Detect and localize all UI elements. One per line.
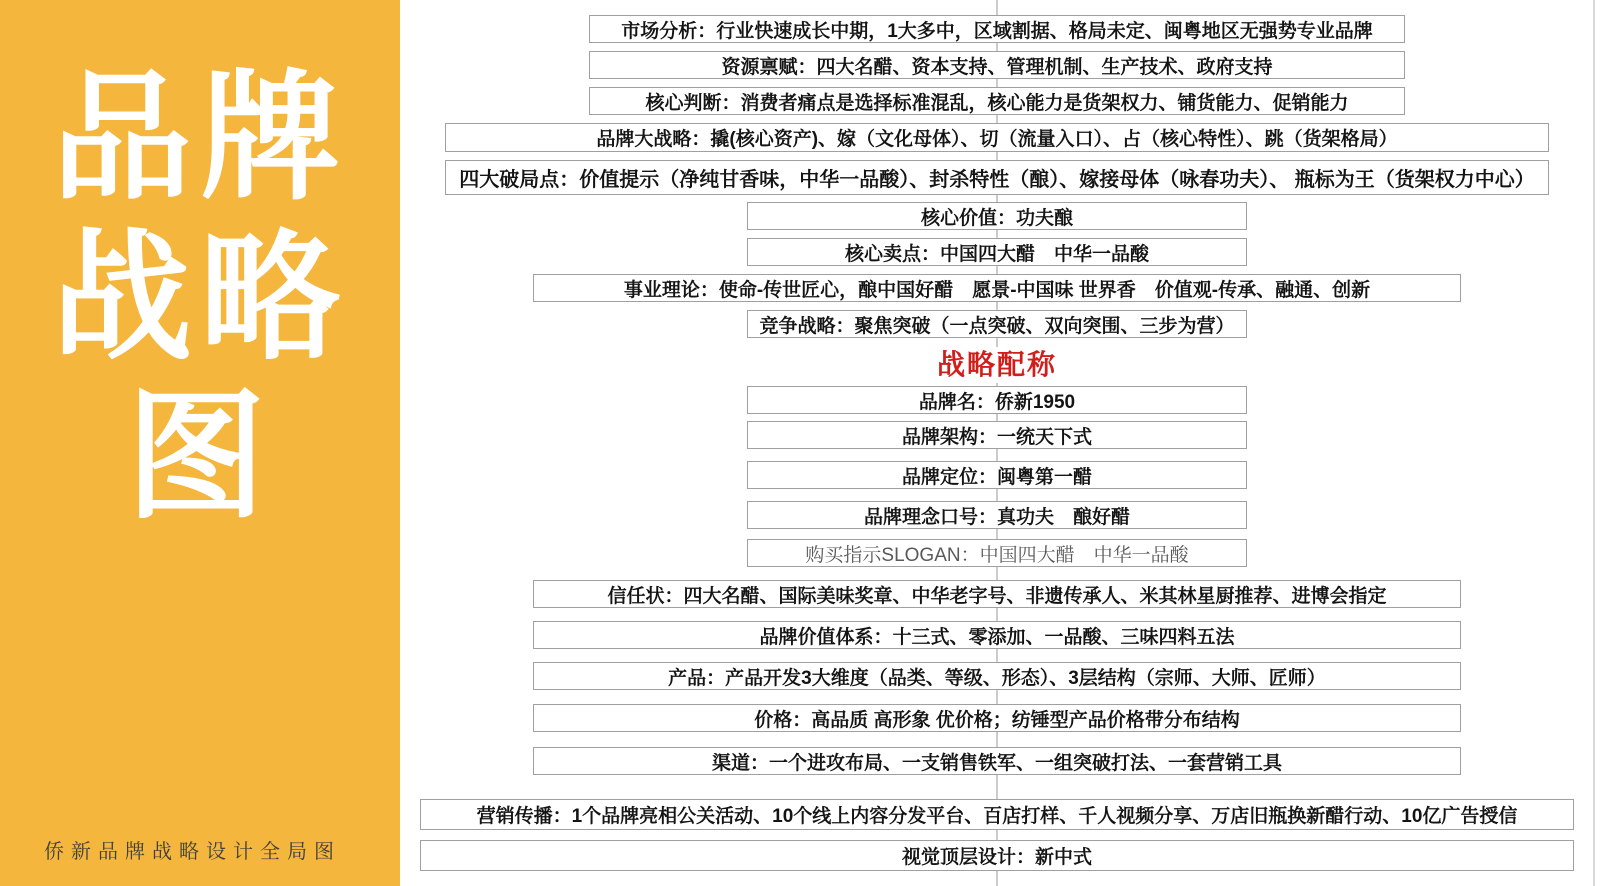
strategy-row-brand-slogan: 品牌理念口号：真功夫 酿好醋: [747, 501, 1247, 529]
page-title-line-2: 战略: [51, 218, 348, 376]
strategy-row-brand-value-system: 品牌价值体系：十三式、零添加、一品酸、三味四料五法: [533, 621, 1461, 649]
section-title-strategic-fit: 战略配称: [847, 347, 1147, 383]
strategy-row-brand-grand-strategy: 品牌大战略：撬(核心资产)、嫁（文化母体）、切（流量入口）、占（核心特性）、跳（货架格局）: [445, 123, 1549, 152]
strategy-row-brand-positioning: 品牌定位：闽粤第一醋: [747, 461, 1247, 489]
strategy-row-brand-name: 品牌名：侨新1950: [747, 386, 1247, 414]
page-title-line-3: 图: [125, 378, 274, 536]
strategy-row-core-value: 核心价值：功夫酿: [747, 202, 1247, 230]
strategy-row-resource-endowment: 资源禀赋：四大名醋、资本支持、管理机制、生产技术、政府支持: [589, 51, 1405, 79]
strategy-row-visual-top-design: 视觉顶层设计：新中式: [420, 840, 1574, 871]
strategy-row-price: 价格：高品质 高形象 优价格；纺锤型产品价格带分布结构: [533, 704, 1461, 732]
page-title-line-1: 品牌: [51, 59, 348, 216]
strategy-row-business-theory: 事业理论：使命-传世匠心，酿中国好醋 愿景-中国味 世界香 价值观-传承、融通、创新: [533, 274, 1461, 302]
strategy-row-brand-architecture: 品牌架构：一统天下式: [747, 421, 1247, 449]
strategy-row-core-judgment: 核心判断：消费者痛点是选择标准混乱，核心能力是货架权力、铺货能力、促销能力: [589, 87, 1405, 115]
right-edge-line: [1593, 0, 1595, 886]
strategy-row-core-selling-point: 核心卖点：中国四大醋 中华一品酸: [747, 238, 1247, 266]
strategy-row-competition-strategy: 竞争战略：聚焦突破（一点突破、双向突围、三步为营）: [747, 310, 1247, 338]
strategy-row-market-analysis: 市场分析：行业快速成长中期，1大多中，区域割据、格局未定、闽粤地区无强势专业品牌: [589, 15, 1405, 43]
left-yellow-panel: [0, 0, 400, 886]
strategy-row-purchase-slogan: 购买指示SLOGAN：中国四大醋 中华一品酸: [747, 539, 1247, 567]
footer-caption: 侨新品牌战略设计全局图: [44, 841, 341, 863]
strategy-row-trust-credentials: 信任状：四大名醋、国际美味奖章、中华老字号、非遗传承人、米其林星厨推荐、进博会指定: [533, 580, 1461, 608]
strategy-row-product: 产品：产品开发3大维度（品类、等级、形态）、3层结构（宗师、大师、匠师）: [533, 662, 1461, 690]
page-title: [0, 58, 400, 537]
strategy-row-marketing-communication: 营销传播：1个品牌亮相公关活动、10个线上内容分发平台、百店打样、千人视频分享、万店旧瓶换新醋行动、10亿广告授信: [420, 799, 1574, 830]
strategy-row-four-breakthroughs: 四大破局点：价值提示（净纯甘香味，中华一品酸）、封杀特性（酿）、嫁接母体（咏春功夫）、 瓶标为王（货架权力中心）: [445, 160, 1549, 195]
strategy-row-channel: 渠道：一个进攻布局、一支销售铁军、一组突破打法、一套营销工具: [533, 747, 1461, 775]
